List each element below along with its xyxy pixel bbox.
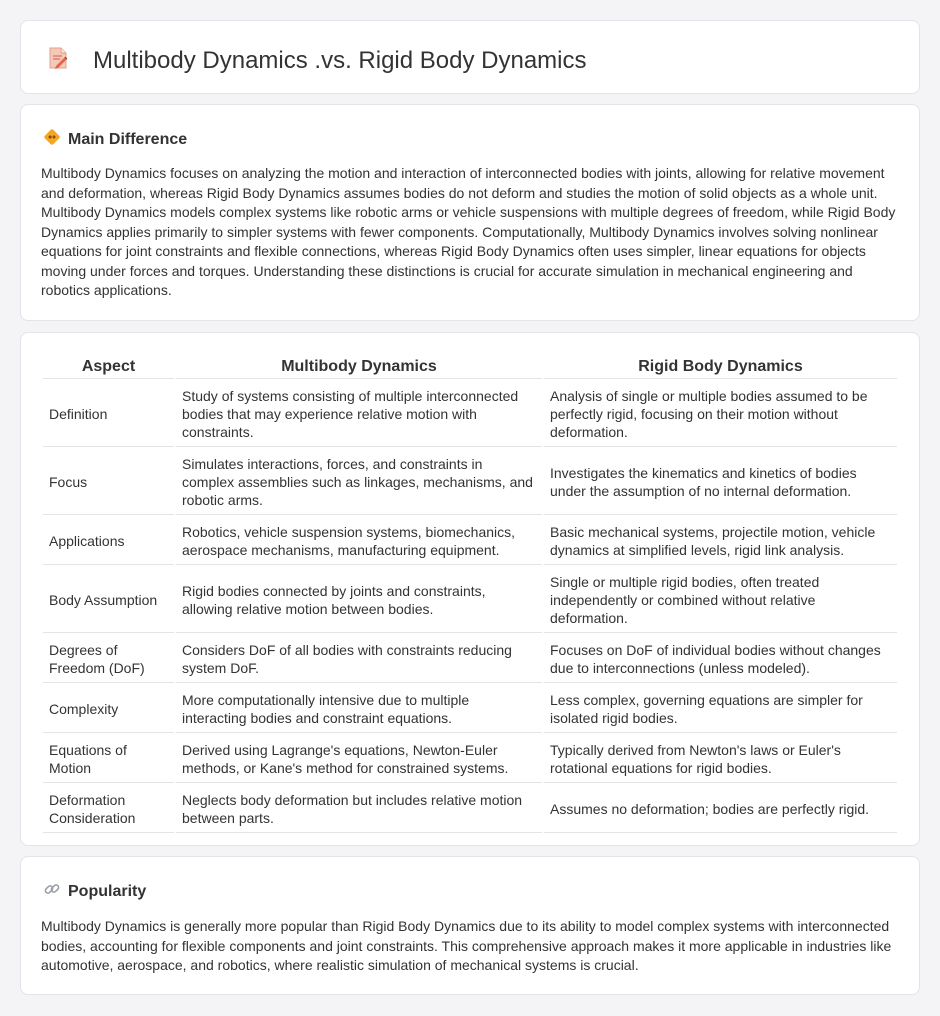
row-aspect: Deformation Consideration xyxy=(43,785,174,833)
popularity-card xyxy=(20,856,920,995)
row-multibody: Study of systems consisting of multiple interconnected bodies that may experience relative motion with constraints. xyxy=(176,381,542,447)
main-difference-heading xyxy=(43,128,187,151)
header-aspect: Aspect xyxy=(43,356,174,379)
row-aspect: Definition xyxy=(43,381,174,447)
row-rigid: Basic mechanical systems, projectile motion, vehicle dynamics at simplified levels, rigid link analysis. xyxy=(544,517,897,565)
table-row xyxy=(43,785,897,833)
diamond-arrows-icon xyxy=(43,128,61,151)
table-row xyxy=(43,449,897,515)
table-row xyxy=(43,567,897,633)
title-row xyxy=(47,46,587,75)
row-multibody: Considers DoF of all bodies with constraints reducing system DoF. xyxy=(176,635,542,683)
row-rigid: Single or multiple rigid bodies, often treated independently or combined without relative deformation. xyxy=(544,567,897,633)
comparison-table xyxy=(41,354,899,835)
row-rigid: Focuses on DoF of individual bodies without changes due to interconnections (unless modeled). xyxy=(544,635,897,683)
header-rigid: Rigid Body Dynamics xyxy=(544,356,897,379)
table-row xyxy=(43,635,897,683)
table-row xyxy=(43,735,897,783)
row-rigid: Assumes no deformation; bodies are perfectly rigid. xyxy=(544,785,897,833)
comparison-card xyxy=(20,332,920,846)
popularity-heading xyxy=(43,880,146,903)
popularity-title: Popularity xyxy=(68,882,147,900)
main-difference-title: Main Difference xyxy=(68,130,188,148)
row-multibody: Derived using Lagrange's equations, Newton-Euler methods, or Kane's method for constrained systems. xyxy=(176,735,542,783)
table-row xyxy=(43,685,897,733)
table-row xyxy=(43,517,897,565)
table-row xyxy=(43,381,897,447)
table-header-row xyxy=(43,356,897,379)
row-aspect: Complexity xyxy=(43,685,174,733)
row-aspect: Equations of Motion xyxy=(43,735,174,783)
row-multibody: Simulates interactions, forces, and constraints in complex assemblies such as linkages, mechanisms, and robotic arms. xyxy=(176,449,542,515)
main-difference-text: Multibody Dynamics focuses on analyzing the motion and interaction of interconnected bodies with joints, allowing for relative movement and deformation, whereas Rigid Body Dynamics assumes bodies do not deform and studies the motion of solid objects as a whole unit. Multibody Dynamics models complex systems like robotic arms or vehicle suspensions with multiple degrees of freedom, while Rigid Body Dynamics applies primarily to simpler systems with fewer components. Computationally, Multibody Dynamics involves solving nonlinear equations for joint constraints and flexible connections, whereas Rigid Body Dynamics often uses simpler, linear equations for objects moving under forces and torques. Understanding these distinctions is crucial for accurate simulation in mechanical engineering and robotics applications. xyxy=(41,165,896,298)
row-multibody: Robotics, vehicle suspension systems, biomechanics, aerospace mechanisms, manufacturing equipment. xyxy=(176,517,542,565)
row-multibody: More computationally intensive due to multiple interacting bodies and constraint equations. xyxy=(176,685,542,733)
row-aspect: Focus xyxy=(43,449,174,515)
row-rigid: Analysis of single or multiple bodies assumed to be perfectly rigid, focusing on their motion without deformation. xyxy=(544,381,897,447)
row-rigid: Less complex, governing equations are simpler for isolated rigid bodies. xyxy=(544,685,897,733)
popularity-text: Multibody Dynamics is generally more popular than Rigid Body Dynamics due to its ability to model complex systems with interconnected bodies, accounting for flexible components and joint constraints. This comprehensive approach makes it more applicable in industries like automotive, aerospace, and robotics, where realistic simulation of mechanical systems is crucial. xyxy=(41,918,892,973)
row-multibody: Neglects body deformation but includes relative motion between parts. xyxy=(176,785,542,833)
row-aspect: Body Assumption xyxy=(43,567,174,633)
header-card xyxy=(20,20,920,94)
document-pencil-icon xyxy=(47,46,69,75)
link-icon xyxy=(43,880,61,903)
row-rigid: Typically derived from Newton's laws or Euler's rotational equations for rigid bodies. xyxy=(544,735,897,783)
main-difference-card xyxy=(20,104,920,321)
row-aspect: Degrees of Freedom (DoF) xyxy=(43,635,174,683)
row-multibody: Rigid bodies connected by joints and constraints, allowing relative motion between bodies. xyxy=(176,567,542,633)
row-rigid: Investigates the kinematics and kinetics of bodies under the assumption of no internal deformation. xyxy=(544,449,897,515)
page-title: Multibody Dynamics .vs. Rigid Body Dynamics xyxy=(93,46,587,74)
header-multibody: Multibody Dynamics xyxy=(176,356,542,379)
row-aspect: Applications xyxy=(43,517,174,565)
